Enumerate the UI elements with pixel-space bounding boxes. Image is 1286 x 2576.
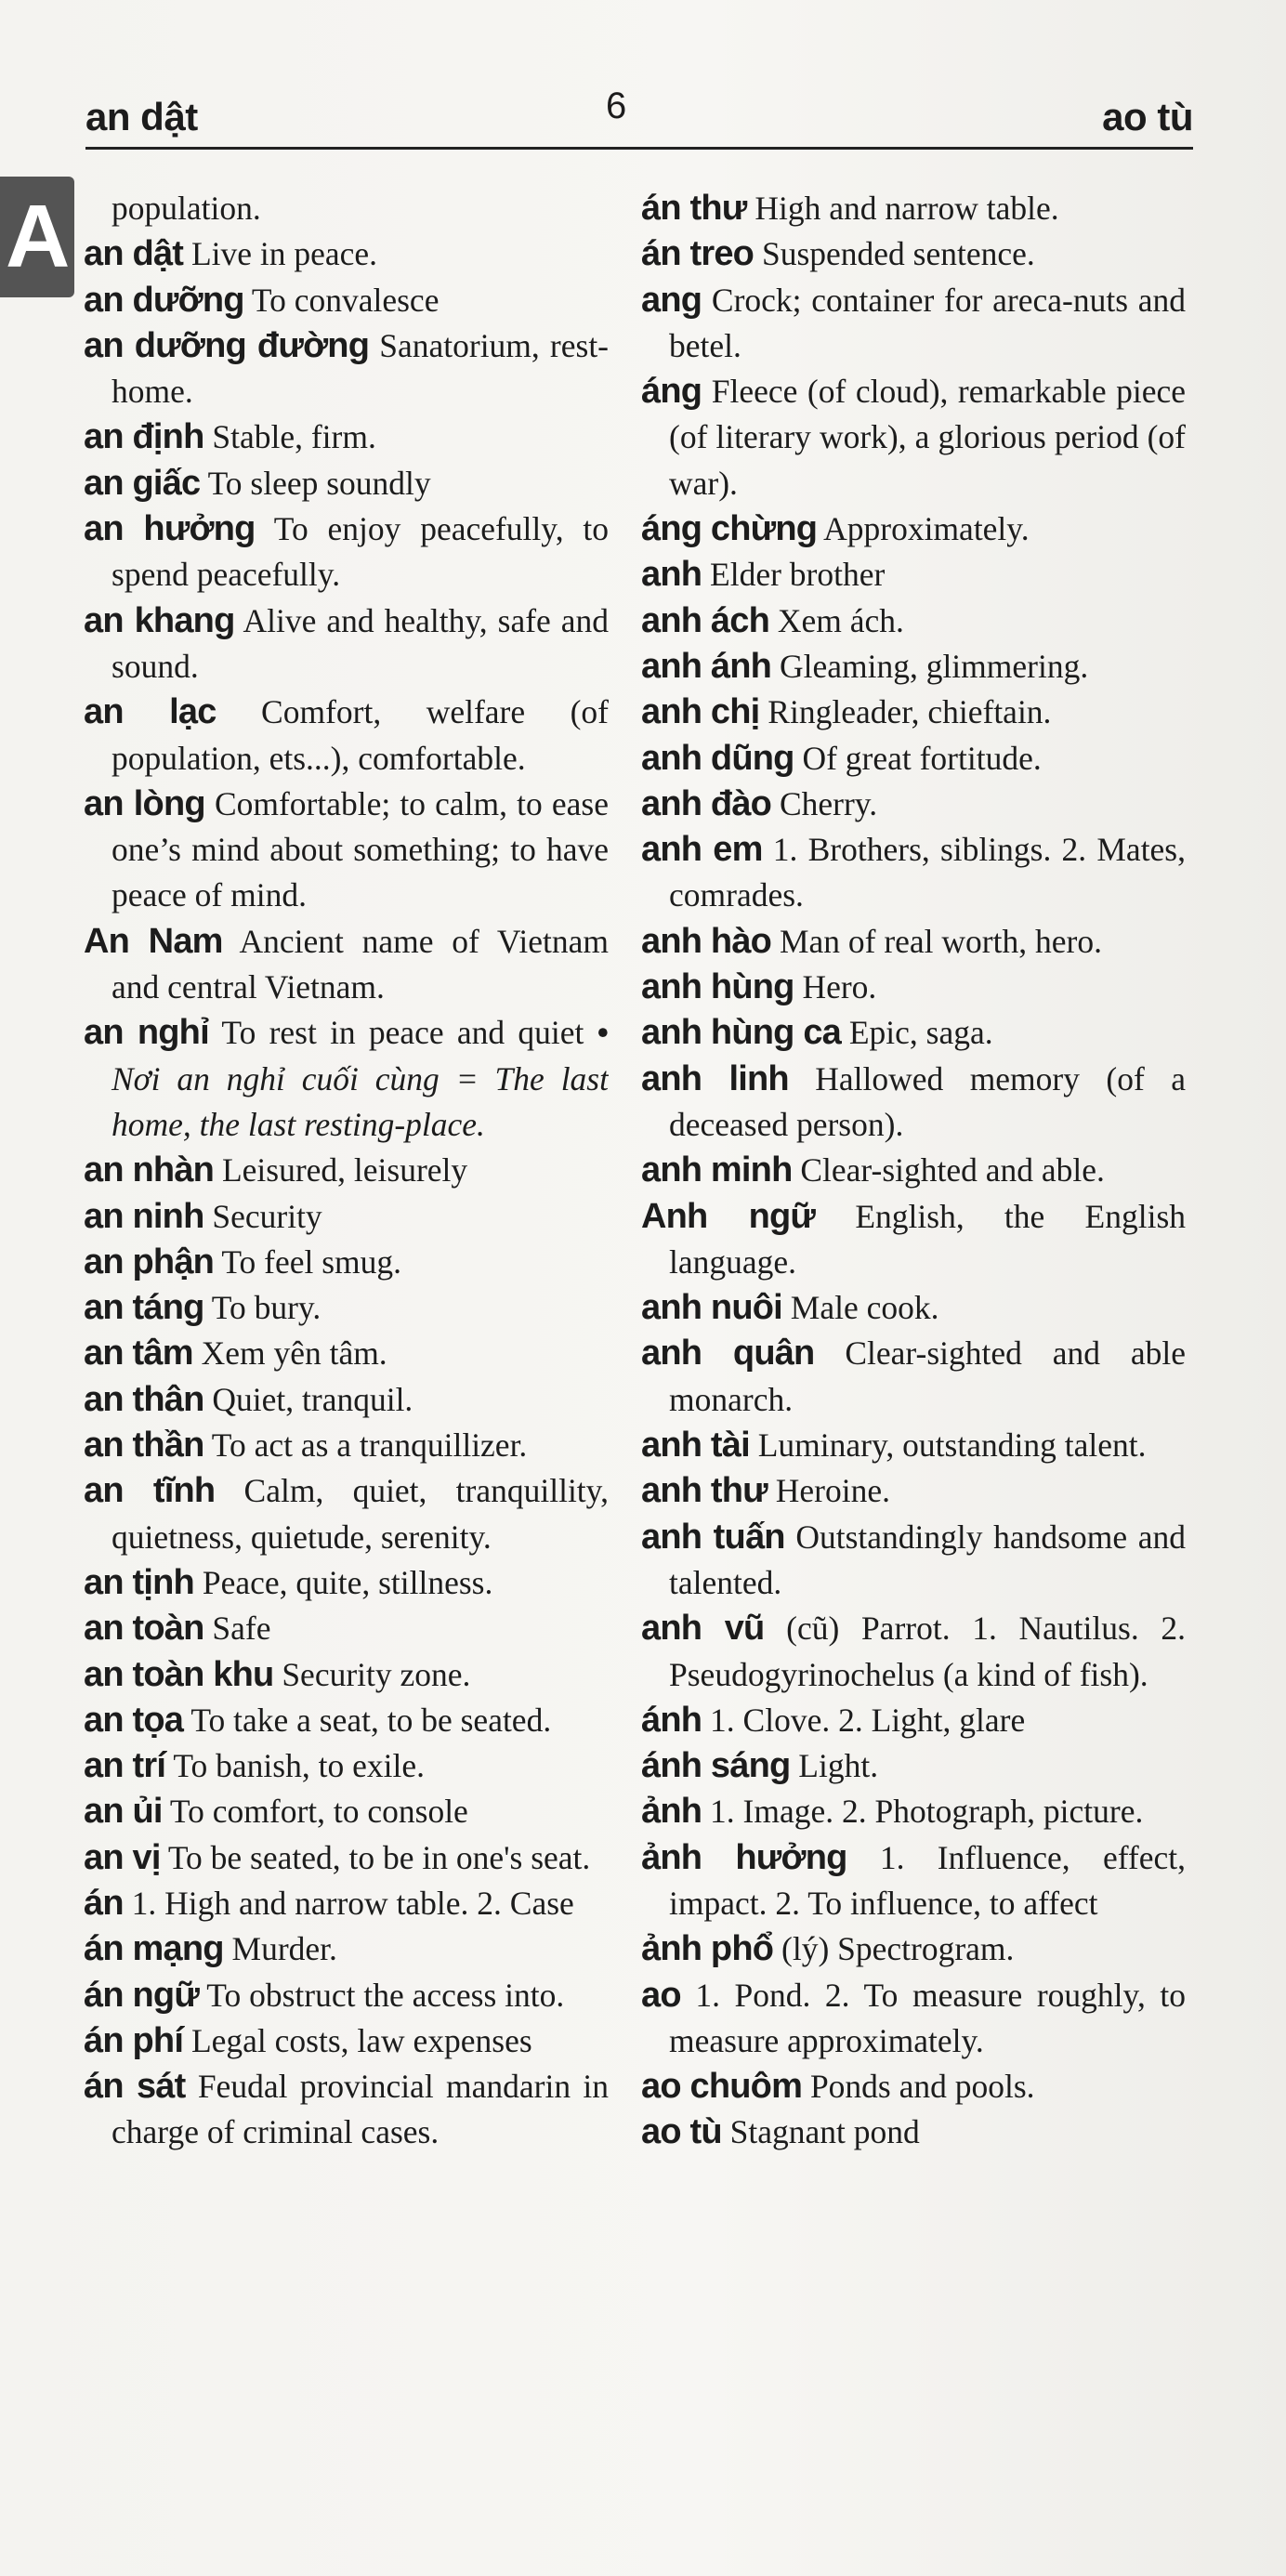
dictionary-entry [641, 1285, 1186, 1331]
entry-definition: Murder. [231, 1930, 337, 1968]
dictionary-entry [84, 1148, 609, 1193]
entry-headword: ánh sáng [641, 1746, 791, 1786]
entry-headword: anh minh [641, 1150, 793, 1190]
guide-word-first: an dật [85, 95, 198, 138]
entry-headword: anh hùng ca [641, 1013, 841, 1053]
entry-headword: anh hào [641, 921, 772, 961]
entry-definition: Hallowed memory (of a deceased person). [669, 1059, 1186, 1143]
entry-definition: Ponds and pools. [809, 2068, 1035, 2106]
entry-definition: Quiet, tranquil. [212, 1380, 413, 1418]
entry-definition: To bury. [211, 1289, 322, 1327]
entry-definition: Man of real worth, hero. [779, 922, 1102, 960]
entry-definition: High and narrow table. [755, 190, 1059, 227]
entry-definition: To sleep soundly [207, 464, 431, 502]
entry-example: Nơi an nghỉ cuối cùng = The last home, the last resting-place. [112, 1059, 609, 1143]
entry-headword: anh dũng [641, 738, 794, 778]
dictionary-entry [84, 1789, 609, 1834]
entry-headword: áng chừng [641, 509, 818, 549]
dictionary-entry [84, 1652, 609, 1698]
entry-definition: Outstandingly handsome and talented. [669, 1518, 1186, 1601]
entry-headword: án ngữ [84, 1975, 200, 2015]
entry-definition: Stagnant pond [729, 2113, 920, 2151]
entry-definition: Heroine. [775, 1472, 890, 1510]
entry-definition: 1. Influence, effect, impact. 2. To influence, to affect [669, 1838, 1186, 1922]
entry-definition: To rest in peace and quiet [221, 1014, 584, 1052]
dictionary-entry [641, 1468, 1186, 1514]
entry-definition: To comfort, to console [169, 1793, 468, 1831]
entry-headword: an ủi [84, 1792, 163, 1832]
entry-headword: anh hùng [641, 967, 794, 1007]
dictionary-entry [84, 1698, 609, 1743]
dictionary-entry [84, 461, 609, 506]
dictionary-entry [84, 782, 609, 919]
entry-headword: an toàn [84, 1609, 204, 1649]
entry-definition: Ringleader, chieftain. [768, 693, 1052, 731]
entry-definition: population. [112, 190, 261, 227]
entry-headword: an thần [84, 1426, 204, 1465]
entry-definition: Peace, quite, stillness. [202, 1563, 493, 1601]
dictionary-entry [84, 2018, 609, 2064]
entry-definition: Safe [212, 1610, 271, 1648]
dictionary-entry [641, 2109, 1186, 2155]
entry-definition: To be seated, to be in one's seat. [167, 1838, 591, 1876]
dictionary-entry [84, 1285, 609, 1331]
entry-headword: anh đào [641, 783, 772, 823]
entry-definition: Clear-sighted and able. [800, 1151, 1105, 1189]
dictionary-entry [84, 1423, 609, 1468]
entry-definition: To convalesce [251, 281, 440, 319]
entry-headword: ao tù [641, 2112, 722, 2152]
entry-headword: anh linh [641, 1058, 789, 1098]
dictionary-entry [641, 1331, 1186, 1423]
entry-headword: an toàn khu [84, 1654, 274, 1694]
entry-headword: Anh ngữ [641, 1196, 816, 1236]
dictionary-entry [84, 2064, 609, 2156]
entry-definition: Live in peace. [190, 235, 378, 273]
entry-definition: (lý) Spectrogram. [781, 1930, 1015, 1968]
entry-definition: Cherry. [779, 784, 878, 822]
guide-word-last: ao tù [1102, 95, 1193, 138]
entry-definition: Crock; container for areca-nuts and betel. [669, 281, 1186, 364]
entry-headword: ảnh phổ [641, 1929, 774, 1969]
dictionary-entry [641, 552, 1186, 598]
dictionary-entry [641, 1973, 1186, 2065]
entry-definition: Legal costs, law expenses [190, 2021, 532, 2059]
entry-definition: Clear-sighted and able monarch. [669, 1334, 1186, 1418]
dictionary-entry [641, 736, 1186, 782]
dictionary-entry [641, 506, 1186, 552]
entry-definition: Stable, firm. [212, 418, 376, 456]
entry-definition: Comfort, welfare (of population, ets...), comfortable. [112, 693, 609, 777]
entry-definition: Xem ách. [777, 601, 904, 639]
entry-definition: Comfortable; to calm, to ease one’s mind about something; to have peace of mind. [112, 784, 609, 914]
dictionary-entry [84, 690, 609, 782]
dictionary-entry [84, 1606, 609, 1651]
dictionary-entry [84, 1560, 609, 1606]
entry-headword: án treo [641, 234, 755, 274]
dictionary-entry [641, 186, 1186, 231]
entry-headword: An Nam [84, 921, 223, 961]
dictionary-entry [641, 278, 1186, 370]
dictionary-entry [641, 782, 1186, 827]
entry-definition: Of great fortitude. [802, 739, 1042, 777]
dictionary-entry [641, 369, 1186, 506]
entry-headword: an dưỡng [84, 280, 244, 320]
entry-headword: án [84, 1883, 124, 1923]
entry-headword: an lạc [84, 692, 217, 732]
dictionary-entry [641, 919, 1186, 965]
header-rule [85, 147, 1193, 150]
entry-definition: Gleaming, glimmering. [779, 647, 1089, 685]
entry-definition: Leisured, leisurely [221, 1151, 468, 1189]
dictionary-entry [641, 1698, 1186, 1743]
entry-definition: 1. Brothers, siblings. 2. Mates, comrades. [669, 831, 1186, 914]
entry-headword: an tĩnh [84, 1471, 216, 1511]
entry-headword: ao [641, 1975, 681, 2015]
dictionary-entry [84, 598, 609, 690]
entry-definition: Male cook. [790, 1289, 939, 1327]
entry-definition: 1. Clove. 2. Light, glare [710, 1701, 1026, 1739]
entry-definition: 1. Image. 2. Photograph, picture. [710, 1793, 1144, 1831]
entry-headword: an phận [84, 1242, 215, 1281]
dictionary-entry [641, 1057, 1186, 1149]
section-letter: A [6, 187, 71, 286]
entry-headword: án sát [84, 2067, 186, 2107]
dictionary-entry [641, 690, 1186, 735]
running-header [85, 85, 1193, 149]
entry-definition: Elder brother [710, 556, 886, 594]
dictionary-entry [641, 231, 1186, 277]
dictionary-entry [84, 1881, 609, 1926]
entry-headword: an hưởng [84, 509, 256, 549]
dictionary-entry [641, 1010, 1186, 1056]
entry-headword: an nhàn [84, 1150, 215, 1190]
dictionary-entry [641, 644, 1186, 690]
dictionary-entry [641, 1835, 1186, 1927]
entry-definition: Light. [798, 1747, 879, 1785]
bullet-marker: • [597, 1014, 609, 1052]
dictionary-entry [84, 1743, 609, 1789]
dictionary-entry [84, 231, 609, 277]
dictionary-entry [641, 1926, 1186, 1972]
entry-headword: an dật [84, 234, 184, 274]
entry-definition: Epic, saga. [848, 1014, 993, 1052]
entry-definition: Suspended sentence. [761, 235, 1035, 273]
entry-headword: an nghỉ [84, 1013, 209, 1053]
entry-headword: anh nuôi [641, 1288, 782, 1328]
entry-definition: To take a seat, to be seated. [190, 1701, 552, 1739]
entry-definition: Hero. [802, 968, 877, 1006]
entry-definition: Luminary, outstanding talent. [757, 1426, 1147, 1465]
left-column [84, 186, 609, 2435]
entry-headword: án phí [84, 2020, 184, 2060]
entry-headword: ang [641, 280, 702, 320]
entry-headword: anh vũ [641, 1609, 765, 1649]
dictionary-entry [641, 2064, 1186, 2109]
entry-headword: an trí [84, 1746, 166, 1786]
entry-headword: anh thư [641, 1471, 768, 1511]
dictionary-entry [641, 1515, 1186, 1607]
entry-headword: anh chị [641, 692, 760, 732]
entry-headword: an giấc [84, 463, 201, 503]
dictionary-entry [641, 1148, 1186, 1193]
entry-headword: an tịnh [84, 1562, 194, 1602]
entry-headword: an định [84, 417, 204, 457]
entry-definition: To banish, to exile. [173, 1747, 425, 1785]
entry-definition: English, the English language. [669, 1197, 1186, 1281]
entry-definition: Sanatorium, rest-home. [112, 326, 609, 411]
entry-definition: Fleece (of cloud), remarkable piece (of literary work), a glorious period (of war). [669, 373, 1186, 502]
entry-headword: anh em [641, 830, 763, 870]
dictionary-entry [641, 965, 1186, 1010]
entry-definition: Alive and healthy, safe and sound. [112, 601, 609, 685]
dictionary-entry [641, 1423, 1186, 1468]
entry-headword: an ninh [84, 1196, 204, 1236]
entry-headword: ao chuôm [641, 2067, 803, 2107]
entry-headword: ánh [641, 1700, 702, 1740]
dictionary-entry [84, 1973, 609, 2018]
entry-definition: Feudal provincial mandarin in charge of criminal cases. [112, 2068, 609, 2151]
entry-headword: anh quân [641, 1334, 815, 1373]
entry-definition: (cũ) Parrot. 1. Nautilus. 2. Pseudogyrinochelus (a kind of fish). [669, 1610, 1186, 1693]
dictionary-entry [84, 323, 609, 415]
dictionary-entry [84, 278, 609, 323]
dictionary-entry [84, 1926, 609, 1972]
page-number: 6 [606, 85, 627, 126]
entry-headword: anh [641, 555, 702, 595]
entry-definition: To feel smug. [221, 1242, 402, 1281]
entry-definition: To enjoy peacefully, to spend peacefully. [112, 510, 609, 594]
dictionary-entry [641, 1743, 1186, 1789]
entry-headword: an dưỡng đường [84, 325, 370, 365]
entry-definition: 1. High and narrow table. 2. Case [131, 1884, 574, 1922]
dictionary-entry [84, 1194, 609, 1240]
entry-definition: Ancient name of Vietnam and central Vietnam. [112, 922, 609, 1006]
dictionary-entry [84, 1468, 609, 1560]
entry-definition: Xem yên tâm. [201, 1334, 387, 1373]
entry-headword: án mạng [84, 1929, 224, 1969]
entry-headword: an khang [84, 600, 235, 640]
dictionary-entry [641, 827, 1186, 919]
entry-headword: an táng [84, 1288, 204, 1328]
dictionary-entry [84, 919, 609, 1011]
entry-definition: Calm, quiet, tranquillity, quietness, quietude, serenity. [112, 1472, 609, 1556]
section-thumb-tab [0, 177, 74, 297]
entry-definition: Security [212, 1197, 322, 1235]
entry-definition: 1. Pond. 2. To measure roughly, to measure approximately. [669, 1976, 1186, 2059]
entry-definition: To obstruct the access into. [206, 1976, 565, 2014]
entry-headword: an lòng [84, 783, 205, 823]
entry-headword: anh tài [641, 1426, 750, 1465]
dictionary-entry [84, 186, 609, 231]
entry-headword: anh tuấn [641, 1517, 785, 1557]
right-column [641, 186, 1186, 2435]
entry-definition: Security zone. [282, 1655, 471, 1693]
dictionary-entry [84, 414, 609, 460]
dictionary-entry [641, 598, 1186, 644]
entry-headword: án thư [641, 189, 747, 228]
dictionary-entry [84, 1377, 609, 1423]
dictionary-entry [641, 1194, 1186, 1286]
entry-headword: an tọa [84, 1700, 184, 1740]
entry-headword: áng [641, 372, 702, 412]
dictionary-entry [641, 1606, 1186, 1698]
entry-headword: anh ánh [641, 646, 772, 686]
dictionary-entry [84, 1010, 609, 1148]
dictionary-entry [84, 1331, 609, 1376]
entry-headword: an vị [84, 1837, 161, 1877]
dictionary-entry [84, 1835, 609, 1881]
entry-headword: an thân [84, 1379, 204, 1419]
dictionary-entry [84, 506, 609, 598]
entry-headword: ảnh hưởng [641, 1837, 847, 1877]
dictionary-entry [641, 1789, 1186, 1834]
entry-definition: Approximately. [823, 510, 1030, 548]
dictionary-entry [84, 1240, 609, 1285]
entry-headword: anh ách [641, 600, 769, 640]
entry-definition: To act as a tranquillizer. [211, 1426, 528, 1465]
entry-headword: an tâm [84, 1334, 193, 1373]
entry-headword: ảnh [641, 1792, 702, 1832]
